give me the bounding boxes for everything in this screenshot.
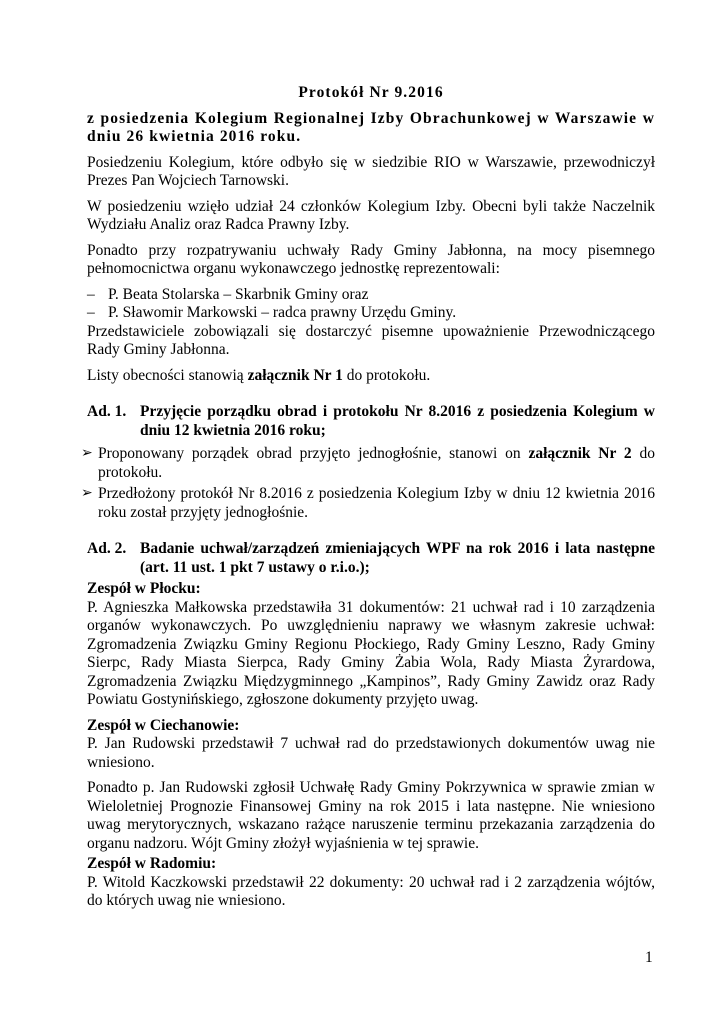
arrow-bullet-icon: ➢ [81,446,93,461]
dash-marker: – [87,304,95,321]
agenda-item-2-heading [87,540,655,577]
team-ciechanow-paragraph-2: Ponadto p. Jan Rudowski zgłosił Uchwałę Rady Gminy Pokrzywnica w sprawie zmian w Wieloletniej Prognozie Finansowej Gminy na rok 2015 i lata następne. Nie wniesiono uwag merytorycznych, wskazano rażące naruszenie terminu przekazania zarządzenia do organu nadzoru. Wójt Gminy złożył wyjaśnienia w tej sprawie. [87,779,655,852]
agenda-item-1-bullet-2 [81,485,655,522]
representative-item [87,304,655,323]
page-number: 1 [645,949,653,966]
text-span: do protokołu. [98,445,655,481]
agenda-item-title: Badanie uchwał/zarządzeń zmieniających WPF na rok 2016 i lata następne (art. 11 ust. 1 pkt 7 ustawy o r.i.o.); [140,540,655,576]
intro-paragraph-1: Posiedzeniu Kolegium, które odbyło się w siedzibie RIO w Warszawie, przewodniczył Prezes Pan Wojciech Tarnowski. [87,153,655,189]
attachment-reference: załącznik Nr 1 [247,366,343,384]
team-ciechanow-paragraph-1: P. Jan Rudowski przedstawił 7 uchwał rad do przedstawionych dokumentów uwag nie wniesiono. [87,735,655,771]
document-content [81,84,655,911]
team-ciechanow-heading: Zespół w Ciechanowie: [87,716,240,734]
text-span: Proponowany porządek obrad przyjęto jednogłośnie, stanowi on [98,445,529,462]
team-radom-paragraph: P. Witold Kaczkowski przedstawił 22 dokumenty: 20 uchwał rad i 2 zarządzenia wójtów, do których uwag nie wniesiono. [87,873,655,909]
text-span: Przedłożony protokół Nr 8.2016 z posiedzenia Kolegium Izby w dniu 12 kwietnia 2016 roku został przyjęty jednogłośnie. [98,485,655,521]
arrow-bullet-icon: ➢ [81,486,93,501]
intro-paragraph-3: Ponadto przy rozpatrywaniu uchwały Rady Gminy Jabłonna, na mocy pisemnego pełnomocnictwa organu wykonawczego jednostkę reprezentowali: [87,241,655,277]
agenda-item-1-bullet-1 [81,445,655,482]
agenda-item-number: Ad. 1. [87,403,127,420]
representative-text: P. Beata Stolarska – Skarbnik Gminy oraz [108,285,369,303]
document-title: Protokół Nr 9.2016 [298,84,444,101]
agenda-item-1-heading [87,403,655,440]
dash-marker: – [87,285,95,303]
intro-paragraph-2: W posiedzeniu wzięło udział 24 członków Kolegium Izby. Obecni byli także Naczelnik Wydziału Analiz oraz Radca Prawny Izby. [87,197,655,233]
attachment-reference: załącznik Nr 2 [528,445,632,462]
intro-paragraph-5 [87,367,655,386]
agenda-item-number: Ad. 2. [87,540,127,557]
document-subtitle: z posiedzenia Kolegium Regionalnej Izby Obrachunkowej w Warszawie w dniu 26 kwietnia 2016 roku. [87,109,655,145]
text-span: Listy obecności stanowią [87,366,248,384]
text-span: do protokołu. [342,366,431,384]
team-plock-paragraph: P. Agnieszka Małkowska przedstawiła 31 dokumentów: 21 uchwał rad i 10 zarządzenia organów wykonawczych. Po uwzględnieniu naprawy we własnym zakresie uchwał: Zgromadzenia Związku Gminy Regionu Płockiego, Rady Gminy Leszno, Rady Gminy Sierpc, Rady Miasta Sierpca, Rady Gminy Żabia Wola, Rady Miasta Żyrardowa, Zgromadzenia Związku Międzygminnego „Kampinos”, Rady Gminy Zawidz oraz Rady Powiatu Gostynińskiego, zgłoszone dokumenty przyjęto uwag. [87,598,655,708]
agenda-item-title: Przyjęcie porządku obrad i protokołu Nr 8.2016 z posiedzenia Kolegium w dniu 12 kwietnia 2016 roku; [140,403,655,439]
representative-text: P. Sławomir Markowski – radca prawny Urzędu Gminy. [108,304,457,321]
representative-item [87,286,655,305]
team-plock-heading: Zespół w Płocku: [87,580,201,597]
intro-paragraph-4: Przedstawiciele zobowiązali się dostarczyć pisemne upoważnienie Przewodniczącego Rady Gminy Jabłonna. [87,322,655,358]
team-radom-heading: Zespół w Radomiu: [87,855,217,872]
